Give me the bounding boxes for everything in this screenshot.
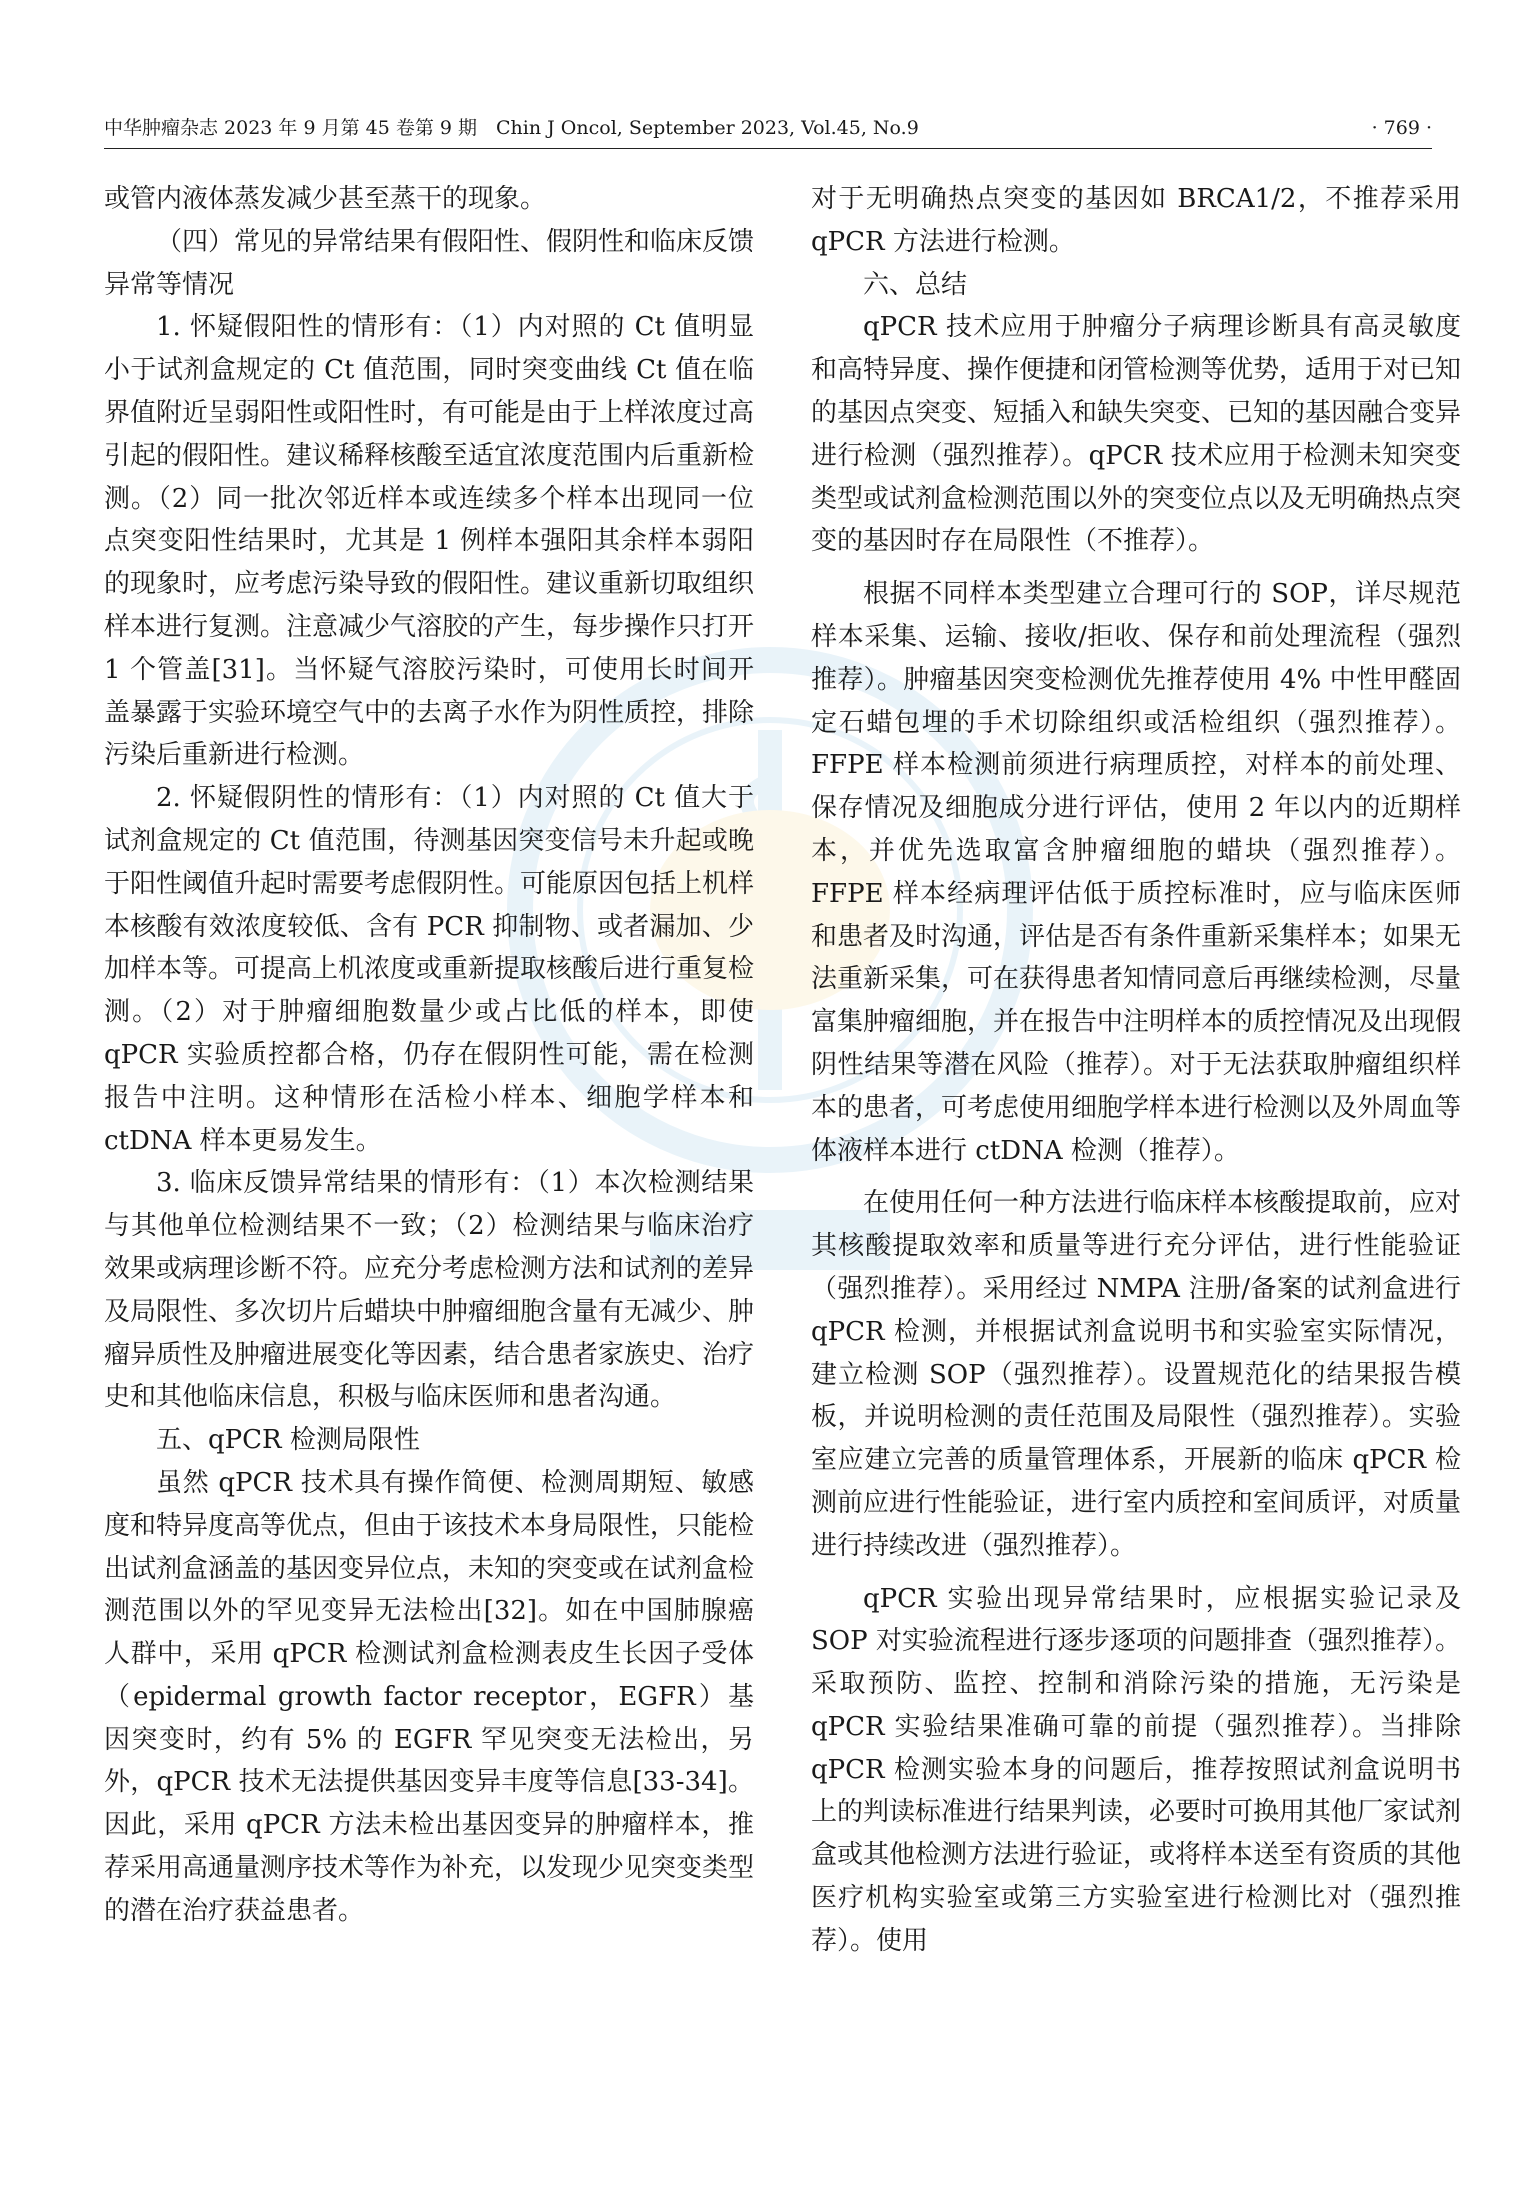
paragraph: 或管内液体蒸发减少甚至蒸干的现象。 <box>104 184 547 214</box>
journal-citation: 中华肿瘤杂志 2023 年 9 月第 45 卷第 9 期 Chin J Oncol, September 2023, Vol.45, No.9 <box>104 117 919 139</box>
paragraph: qPCR 实验出现异常结果时，应根据实验记录及 SOP 对实验流程进行逐步逐项的问题排查（强烈推荐）。采取预防、监控、控制和消除污染的措施，无污染是 qPCR 实验结果准确可靠的前提（强烈推荐）。当排除 qPCR 检测实验本身的问题后，推荐按照试剂盒说明书上的判读标准进行结果判读，必要时可换用其他厂家试剂盒或其他检测方法进行验证，或将样本送至有资质的其他医疗机构实验室或第三方实验室进行检测比对（强烈推荐）。使用 <box>811 1583 1462 1956</box>
right-column <box>811 178 1461 1963</box>
section-heading: （四）常见的异常结果有假阳性、假阴性和临床反馈异常等情况 <box>104 226 755 300</box>
left-column <box>104 178 754 1933</box>
paragraph: 在使用任何一种方法进行临床样本核酸提取前，应对其核酸提取效率和质量等进行充分评估，进行性能验证（强烈推荐）。采用经过 NMPA 注册/备案的试剂盒进行 qPCR 检测，并根据试剂盒说明书和实验室实际情况，建立检测 SOP（强烈推荐）。设置规范化的结果报告模板，并说明检测的责任范围及局限性（强烈推荐）。实验室应建立完善的质量管理体系，开展新的临床 qPCR 检测前应进行性能验证，进行室内质控和室间质评，对质量进行持续改进（强烈推荐）。 <box>811 1188 1462 1561</box>
running-header <box>104 108 1432 149</box>
paragraph: qPCR 技术应用于肿瘤分子病理诊断具有高灵敏度和高特异度、操作便捷和闭管检测等优势，适用于对已知的基因点突变、短插入和缺失突变、已知的基因融合变异进行检测（强烈推荐）。qPCR 技术应用于检测未知突变类型或试剂盒检测范围以外的突变位点以及无明确热点突变的基因时存在局限性（不推荐）。 <box>811 312 1462 557</box>
section-heading: 六、总结 <box>863 269 968 300</box>
paragraph: 对于无明确热点突变的基因如 BRCA1/2，不推荐采用 qPCR 方法进行检测。 <box>811 184 1461 257</box>
paragraph: 3. 临床反馈异常结果的情形有：（1）本次检测结果与其他单位检测结果不一致；（2）检测结果与临床治疗效果或病理诊断不符。应充分考虑检测方法和试剂的差异及局限性、多次切片后蜡块中肿瘤细胞含量有无减少、肿瘤异质性及肿瘤进展变化等因素，结合患者家族史、治疗史和其他临床信息，积极与临床医师和患者沟通。 <box>104 1168 755 1413</box>
paragraph: 根据不同样本类型建立合理可行的 SOP，详尽规范样本采集、运输、接收/拒收、保存和前处理流程（强烈推荐）。肿瘤基因突变检测优先推荐使用 4% 中性甲醛固定石蜡包埋的手术切除组织或活检组织（强烈推荐）。FFPE 样本检测前须进行病理质控，对样本的前处理、保存情况及细胞成分进行评估，使用 2 年以内的近期样本，并优先选取富含肿瘤细胞的蜡块（强烈推荐）。FFPE 样本经病理评估低于质控标准时，应与临床医师和患者及时沟通，评估是否有条件重新采集样本；如果无法重新采集，可在获得患者知情同意后再继续检测，尽量富集肿瘤细胞，并在报告中注明样本的质控情况及出现假阴性结果等潜在风险（推荐）。对于无法获取肿瘤组织样本的患者，可考虑使用细胞学样本进行检测以及外周血等体液样本进行 ctDNA 检测（推荐）。 <box>811 579 1462 1166</box>
section-heading: 五、qPCR 检测局限性 <box>156 1425 420 1456</box>
paragraph: 虽然 qPCR 技术具有操作简便、检测周期短、敏感度和特异度高等优点，但由于该技术本身局限性，只能检出试剂盒涵盖的基因变异位点，未知的突变或在试剂盒检测范围以外的罕见变异无法检出[32]。如在中国肺腺癌人群中，采用 qPCR 检测试剂盒检测表皮生长因子受体（epidermal growth factor receptor，EGFR）基因突变时，约有 5% 的 EGFR 罕见突变无法检出，另外，qPCR 技术无法提供基因变异丰度等信息[33-34]。因此，采用 qPCR 方法未检出基因变异的肿瘤样本，推荐采用高通量测序技术等作为补充，以发现少见突变类型的潜在治疗获益患者。 <box>104 1467 755 1926</box>
page-number: · 769 · <box>1371 117 1432 139</box>
paragraph: 2. 怀疑假阴性的情形有：（1）内对照的 Ct 值大于试剂盒规定的 Ct 值范围，待测基因突变信号未升起或晚于阳性阈值升起时需要考虑假阴性。可能原因包括上机样本核酸有效浓度较低、含有 PCR 抑制物、或者漏加、少加样本等。可提高上机浓度或重新提取核酸后进行重复检测。（2）对于肿瘤细胞数量少或占比低的样本，即使 qPCR 实验质控都合格，仍存在假阴性可能，需在检测报告中注明。这种情形在活检小样本、细胞学样本和 ctDNA 样本更易发生。 <box>104 783 755 1156</box>
paragraph: 1. 怀疑假阳性的情形有：（1）内对照的 Ct 值明显小于试剂盒规定的 Ct 值范围，同时突变曲线 Ct 值在临界值附近呈弱阳性或阳性时，有可能是由于上样浓度过高引起的假阳性。建议稀释核酸至适宜浓度范围内后重新检测。（2）同一批次邻近样本或连续多个样本出现同一位点突变阳性结果时，尤其是 1 例样本强阳其余样本弱阳的现象时，应考虑污染导致的假阳性。建议重新切取组织样本进行复测。注意减少气溶胶的产生，每步操作只打开 1 个管盖[31]。当怀疑气溶胶污染时，可使用长时间开盖暴露于实验环境空气中的去离子水作为阴性质控，排除污染后重新进行检测。 <box>104 312 755 771</box>
